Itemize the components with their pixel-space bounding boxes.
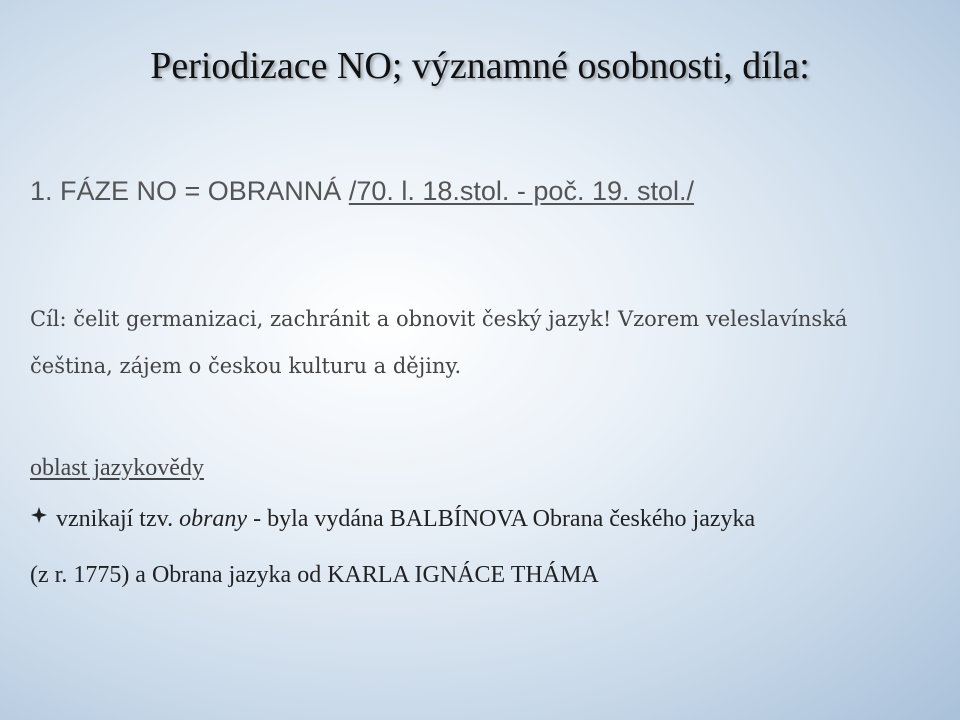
phase-heading — [30, 176, 694, 207]
phase-heading-prefix: 1. FÁZE NO = OBRANNÁ — [30, 176, 349, 206]
diamond-bullet-glyph — [30, 506, 48, 524]
phase-period: /70. l. 18.stol. - poč. 19. stol./ — [348, 176, 695, 206]
goal-paragraph: Cíl: čelit germanizaci, zachránit a obnovit český jazyk! Vzorem veleslavínská čeština, zájem o českou kulturu a dějiny. — [30, 307, 848, 378]
bullet-item — [30, 506, 755, 533]
bullet-continuation: (z r. 1775) a Obrana jazyka od KARLA IGNÁCE THÁMA — [30, 562, 599, 588]
bullet-text-start: vznikají tzv. — [56, 506, 180, 532]
section-label-linguistics: oblast jazykovědy — [30, 455, 204, 481]
slide-title: Periodizace NO; významné osobnosti, díla: — [150, 45, 810, 87]
bullet-text-end: - byla vydána BALBÍNOVA Obrana českého jazyka — [247, 506, 756, 532]
diamond-bullet-icon — [30, 506, 56, 529]
bullet-text-italic: obrany — [179, 506, 248, 532]
